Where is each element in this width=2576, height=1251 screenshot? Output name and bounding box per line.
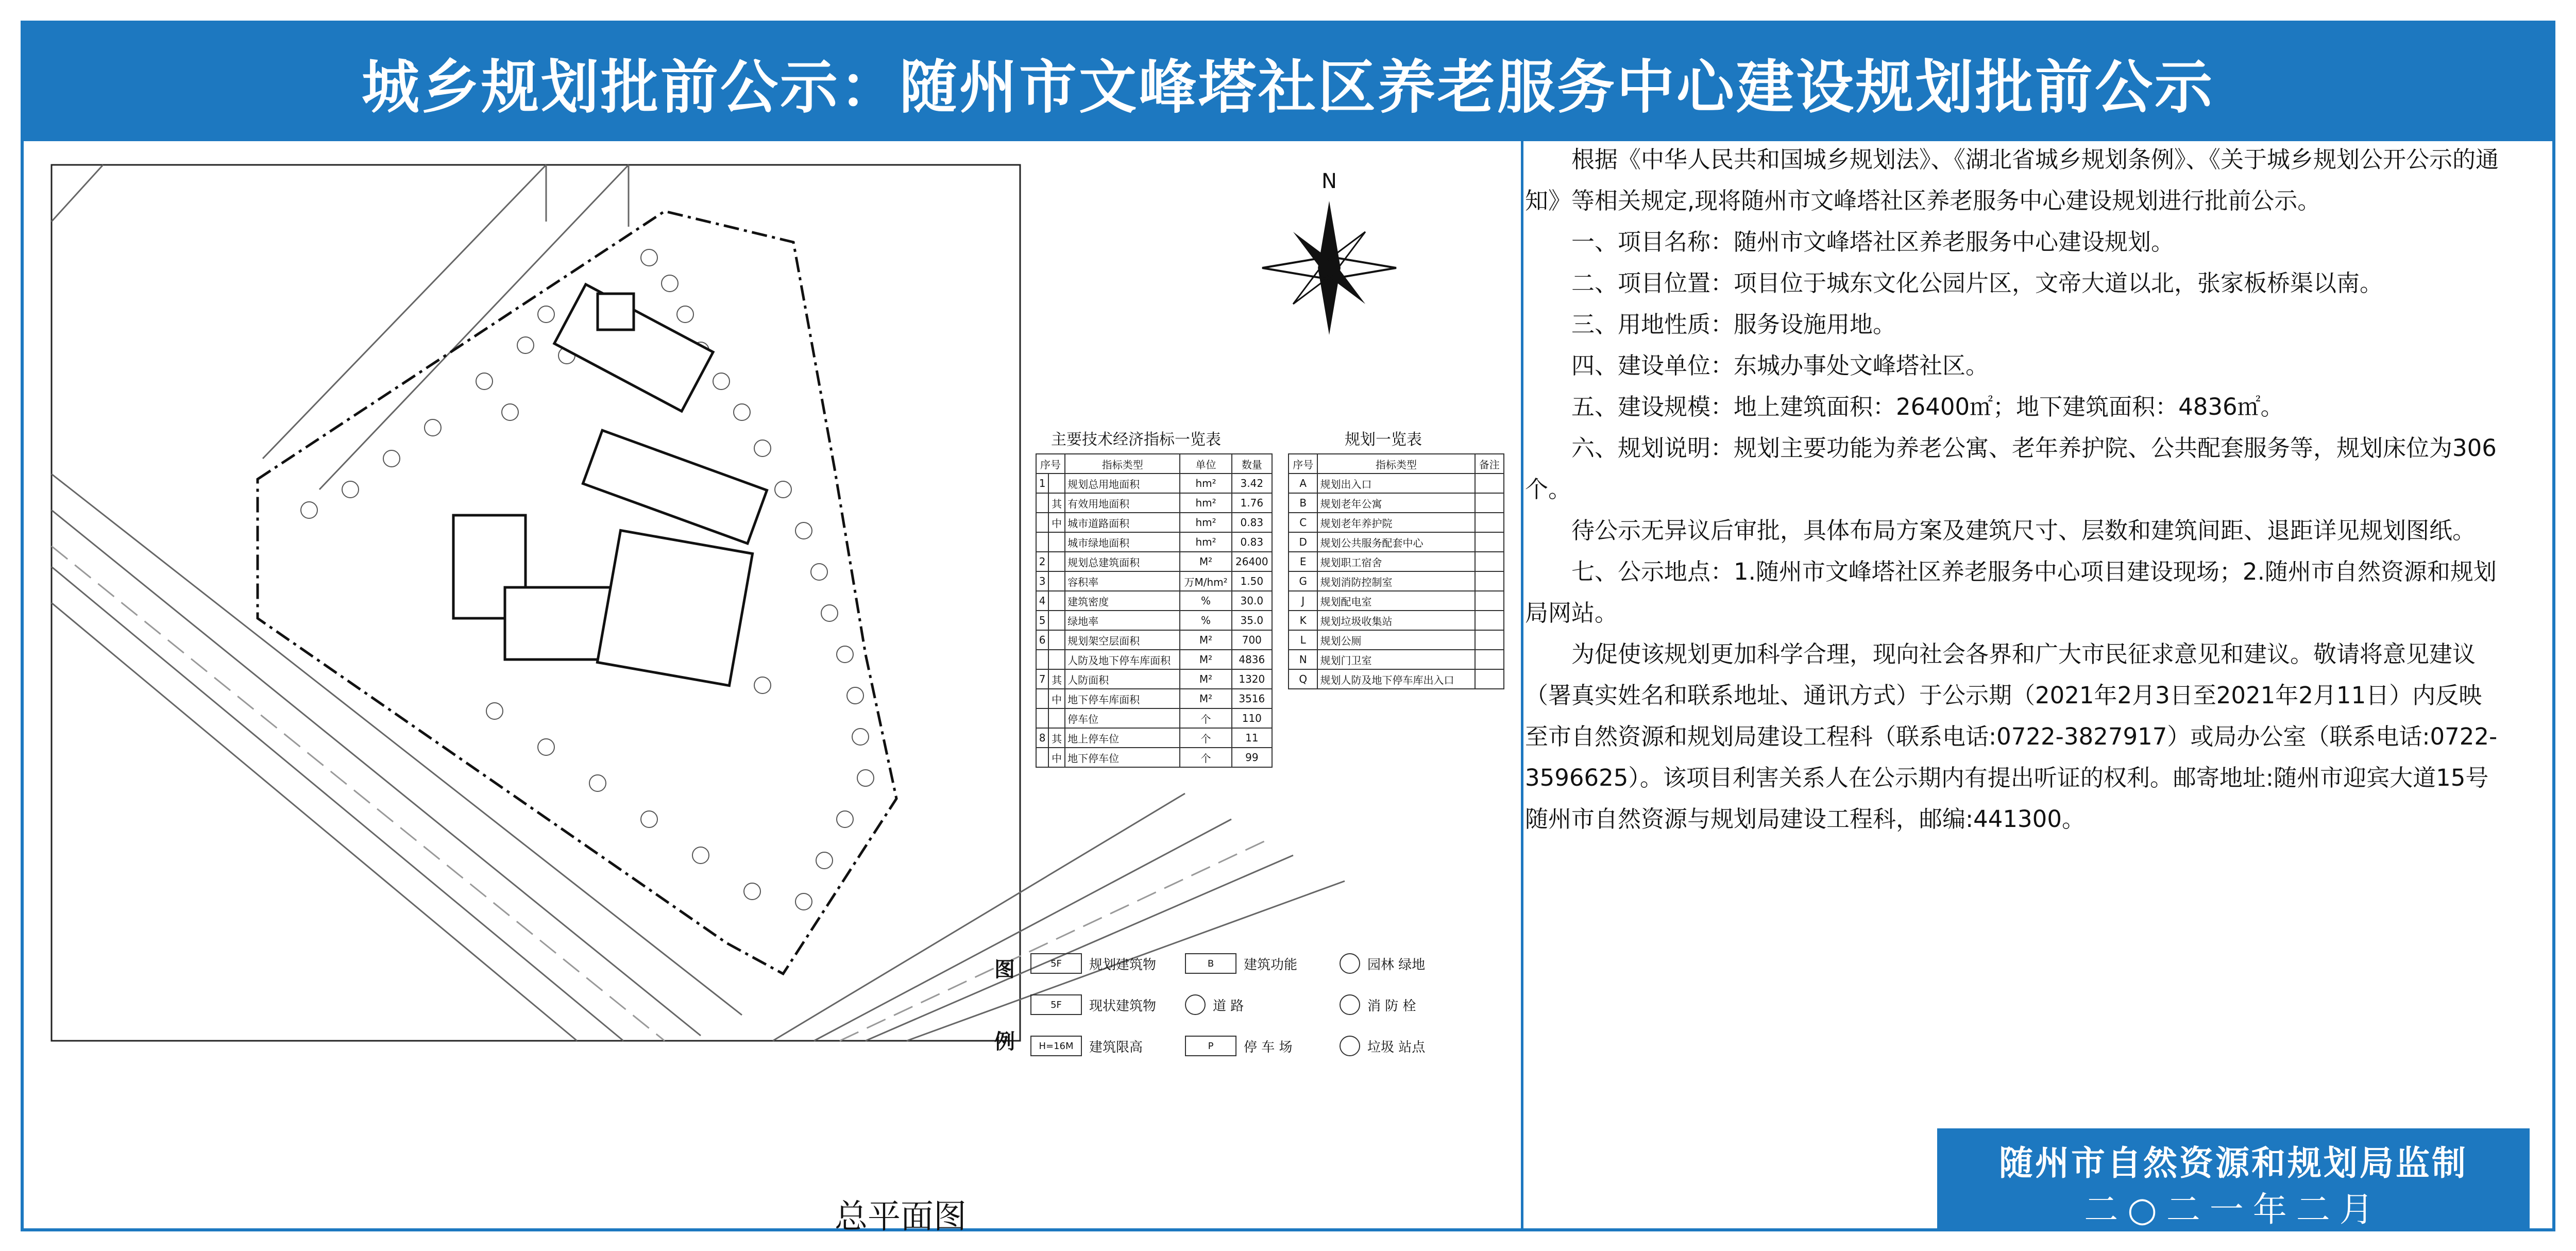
row-note [1475, 650, 1504, 669]
column-divider [1521, 141, 1523, 1231]
table-header-cell: 数量 [1232, 454, 1272, 474]
row-sub [1048, 474, 1065, 493]
footer-date: 二○二一年二月 [2084, 1190, 2383, 1229]
row-note [1475, 552, 1504, 571]
legend-symbol [1340, 1036, 1360, 1056]
building-e [597, 530, 752, 685]
table-row [1036, 611, 1272, 630]
row-unit: M² [1180, 689, 1231, 708]
legend-symbol: B [1185, 953, 1236, 974]
plan-caption: 总平面图 [835, 1198, 967, 1236]
row-sub: 其 [1048, 728, 1065, 748]
legend-item [1185, 953, 1297, 974]
row-number: 4 [1036, 591, 1048, 611]
table-row [1036, 630, 1272, 650]
row-name: 人防面积 [1065, 669, 1180, 689]
row-number: 8 [1036, 728, 1048, 748]
legend-item [1340, 953, 1425, 974]
row-name: 地下停车库面积 [1065, 689, 1180, 708]
row-unit: % [1180, 591, 1231, 611]
table-row [1036, 591, 1272, 611]
table-row [1036, 493, 1272, 513]
row-unit: hm² [1180, 493, 1231, 513]
table-row [1289, 611, 1504, 630]
table-row [1036, 728, 1272, 748]
row-number [1036, 493, 1048, 513]
row-unit: 个 [1180, 708, 1231, 728]
table-header-cell: 指标类型 [1317, 454, 1475, 474]
row-code: N [1289, 650, 1317, 669]
row-name: 规划垃圾收集站 [1317, 611, 1475, 630]
row-sub: 中 [1048, 513, 1065, 532]
legend-side-top: 图 [994, 958, 1015, 982]
row-note [1475, 493, 1504, 513]
legend-label: 停 车 场 [1244, 1039, 1293, 1055]
table-row [1036, 689, 1272, 708]
row-name: 有效用地面积 [1065, 493, 1180, 513]
row-name: 规划人防及地下停车库出入口 [1317, 669, 1475, 689]
row-note [1475, 591, 1504, 611]
row-value: 110 [1232, 708, 1272, 728]
legend-symbol: 5F [1030, 994, 1082, 1015]
indicator-table-title: 主要技术经济指标一览表 [1051, 431, 1221, 449]
row-value: 3516 [1232, 689, 1272, 708]
row-code: E [1289, 552, 1317, 571]
row-unit: hm² [1180, 532, 1231, 552]
table-row [1289, 532, 1504, 552]
row-note [1475, 571, 1504, 591]
row-value: 1.50 [1232, 571, 1272, 591]
row-number [1036, 513, 1048, 532]
notice-paragraph: 七、公示地点：1.随州市文峰塔社区养老服务中心项目建设现场；2.随州市自然资源和规划局网站。 [1525, 558, 2497, 627]
table-row [1036, 748, 1272, 767]
north-road [52, 165, 629, 489]
notice-paragraph: 根据《中华人民共和国城乡规划法》、《湖北省城乡规划条例》、《关于城乡规划公开公示的通知》等相关规定,现将随州市文峰塔社区养老服务中心建设规划进行批前公示。 [1525, 146, 2499, 214]
notice-paragraph: 为促使该规划更加科学合理，现向社会各界和广大市民征求意见和建议。敬请将意见建议（署真实姓名和联系地址、通讯方式）于公示期（2021年2月3日至2021年2月11日）内反映至市自然资源和规划局建设工程科（联系电话:0722-3827917）或局办公室（联系电话:0722-3596625）。该项目利害关系人在公示期内有提出听证的权利。邮寄地址:随州市迎宾大道15号随州市自然资源与规划局建设工程科，邮编:441300。 [1525, 640, 2498, 833]
row-sub [1048, 708, 1065, 728]
row-number [1036, 532, 1048, 552]
row-name: 城市道路面积 [1065, 513, 1180, 532]
buildings [453, 284, 767, 686]
row-code: G [1289, 571, 1317, 591]
notice-paragraph: 五、建设规模：地上建筑面积：26400㎡；地下建筑面积：4836㎡。 [1571, 393, 2284, 420]
row-value: 700 [1232, 630, 1272, 650]
notice-paragraph: 待公示无异议后审批，具体布局方案及建筑尺寸、层数和建筑间距、退距详见规划图纸。 [1571, 517, 2476, 544]
legend-symbol: 5F [1030, 953, 1082, 974]
row-name: 规划职工宿舍 [1317, 552, 1475, 571]
legend-symbol [1185, 994, 1206, 1015]
row-name: 规划总用地面积 [1065, 474, 1180, 493]
row-number: 2 [1036, 552, 1048, 571]
legend-item [1185, 994, 1244, 1015]
row-code: Q [1289, 669, 1317, 689]
row-number: 3 [1036, 571, 1048, 591]
notice-paragraph: 一、项目名称：随州市文峰塔社区养老服务中心建设规划。 [1571, 228, 2175, 256]
table-header-row [1036, 454, 1272, 474]
legend-label: 建筑功能 [1244, 957, 1298, 973]
row-note [1475, 630, 1504, 650]
legend-label: 建筑限高 [1089, 1039, 1143, 1055]
row-unit: hm² [1180, 513, 1231, 532]
table-row [1289, 630, 1504, 650]
table-row [1289, 513, 1504, 532]
table-row [1036, 708, 1272, 728]
table-row [1036, 513, 1272, 532]
row-unit: hm² [1180, 474, 1231, 493]
footer [1937, 1128, 2530, 1231]
building-f [583, 430, 767, 544]
row-sub: 其 [1048, 493, 1065, 513]
plan-table [1288, 453, 1504, 689]
row-unit: % [1180, 611, 1231, 630]
row-value: 99 [1232, 748, 1272, 767]
page-title: 城乡规划批前公示：随州市文峰塔社区养老服务中心建设规划批前公示 [24, 24, 2552, 141]
notice-paragraph: 四、建设单位：东城办事处文峰塔社区。 [1571, 352, 1989, 379]
row-code: L [1289, 630, 1317, 650]
table-row [1289, 650, 1504, 669]
row-value: 4836 [1232, 650, 1272, 669]
table-row [1036, 669, 1272, 689]
table-row [1289, 669, 1504, 689]
row-number [1036, 689, 1048, 708]
row-name: 规划架空层面积 [1065, 630, 1180, 650]
row-unit: 个 [1180, 728, 1231, 748]
row-name: 规划老年公寓 [1317, 493, 1475, 513]
row-unit: M² [1180, 650, 1231, 669]
table-row [1036, 552, 1272, 571]
table-header-cell: 序号 [1036, 454, 1065, 474]
row-sub [1048, 650, 1065, 669]
legend-label: 垃圾 站点 [1367, 1039, 1426, 1055]
row-name: 规划老年养护院 [1317, 513, 1475, 532]
row-code: D [1289, 532, 1317, 552]
table-header-cell: 单位 [1180, 454, 1231, 474]
notice-paragraph: 三、用地性质：服务设施用地。 [1571, 311, 1896, 338]
row-name: 地下停车位 [1065, 748, 1180, 767]
table-header-cell: 备注 [1475, 454, 1504, 474]
north-label: N [1321, 170, 1337, 193]
north-arrow [1262, 201, 1396, 335]
row-note [1475, 669, 1504, 689]
row-name: 建筑密度 [1065, 591, 1180, 611]
notice-paragraph: 六、规划说明：规划主要功能为养老公寓、老年养护院、公共配套服务等，规划床位为306个。 [1525, 434, 2497, 503]
row-code: J [1289, 591, 1317, 611]
row-sub [1048, 611, 1065, 630]
row-code: A [1289, 474, 1317, 493]
table-header-row [1289, 454, 1504, 474]
legend-symbol: H=16M [1030, 1036, 1082, 1056]
legend-item [1030, 994, 1156, 1015]
legend-item [1185, 1036, 1293, 1056]
table-row [1289, 591, 1504, 611]
row-sub: 其 [1048, 669, 1065, 689]
legend-symbol [1340, 953, 1360, 974]
row-unit: M² [1180, 630, 1231, 650]
table-header-cell: 序号 [1289, 454, 1317, 474]
row-value: 0.83 [1232, 513, 1272, 532]
legend-label: 消 防 栓 [1367, 998, 1416, 1014]
table-header-cell: 指标类型 [1065, 454, 1180, 474]
legend-item [1340, 1036, 1425, 1056]
table-row [1036, 650, 1272, 669]
row-number [1036, 748, 1048, 767]
table-row [1036, 532, 1272, 552]
row-value: 35.0 [1232, 611, 1272, 630]
legend-symbol: P [1185, 1036, 1236, 1056]
row-code: K [1289, 611, 1317, 630]
row-name: 停车位 [1065, 708, 1180, 728]
row-value: 26400 [1232, 552, 1272, 571]
table-row [1289, 474, 1504, 493]
legend-label: 道 路 [1213, 998, 1244, 1014]
row-value: 1.76 [1232, 493, 1272, 513]
row-number: 5 [1036, 611, 1048, 630]
legend-item [1030, 953, 1156, 974]
legend-side-bottom: 例 [994, 1030, 1015, 1054]
table-row [1036, 571, 1272, 591]
row-value: 11 [1232, 728, 1272, 748]
row-name: 人防及地下停车库面积 [1065, 650, 1180, 669]
row-sub: 中 [1048, 689, 1065, 708]
row-unit: 万M/hm² [1180, 571, 1231, 591]
row-code: B [1289, 493, 1317, 513]
notice-text [1525, 139, 2504, 840]
row-note [1475, 611, 1504, 630]
table-row [1289, 571, 1504, 591]
legend-label: 园林 绿地 [1367, 957, 1426, 973]
row-sub [1048, 571, 1065, 591]
footer-org: 随州市自然资源和规划局监制 [1999, 1143, 2468, 1183]
row-unit: M² [1180, 552, 1231, 571]
row-name: 地上停车位 [1065, 728, 1180, 748]
gate-house [598, 294, 634, 330]
legend-label: 现状建筑物 [1089, 998, 1157, 1014]
row-sub [1048, 532, 1065, 552]
row-note [1475, 532, 1504, 552]
row-name: 规划门卫室 [1317, 650, 1475, 669]
table-row [1289, 493, 1504, 513]
row-value: 30.0 [1232, 591, 1272, 611]
row-number: 1 [1036, 474, 1048, 493]
row-name: 城市绿地面积 [1065, 532, 1180, 552]
row-sub [1048, 591, 1065, 611]
legend-symbol [1340, 994, 1360, 1015]
notice-paragraph: 二、项目位置：项目位于城东文化公园片区，文帝大道以北，张家板桥渠以南。 [1571, 269, 2383, 297]
plan-table-title: 规划一览表 [1345, 431, 1422, 449]
legend-item [1030, 1036, 1143, 1056]
legend [994, 948, 1484, 1072]
row-name: 规划公厕 [1317, 630, 1475, 650]
row-note [1475, 513, 1504, 532]
row-value: 3.42 [1232, 474, 1272, 493]
indicator-table [1036, 453, 1273, 768]
row-name: 规划公共服务配套中心 [1317, 532, 1475, 552]
row-sub [1048, 552, 1065, 571]
table-row [1289, 552, 1504, 571]
row-number: 7 [1036, 669, 1048, 689]
row-name: 容积率 [1065, 571, 1180, 591]
row-sub: 中 [1048, 748, 1065, 767]
row-unit: 个 [1180, 748, 1231, 767]
row-value: 1320 [1232, 669, 1272, 689]
row-sub [1048, 630, 1065, 650]
table-row [1036, 474, 1272, 493]
row-name: 规划配电室 [1317, 591, 1475, 611]
row-number [1036, 650, 1048, 669]
legend-item [1340, 994, 1416, 1015]
row-name: 规划消防控制室 [1317, 571, 1475, 591]
row-number: 6 [1036, 630, 1048, 650]
row-number [1036, 708, 1048, 728]
row-name: 规划出入口 [1317, 474, 1475, 493]
legend-label: 规划建筑物 [1089, 957, 1157, 973]
row-name: 绿地率 [1065, 611, 1180, 630]
row-note [1475, 474, 1504, 493]
row-code: C [1289, 513, 1317, 532]
row-name: 规划总建筑面积 [1065, 552, 1180, 571]
row-value: 0.83 [1232, 532, 1272, 552]
row-unit: M² [1180, 669, 1231, 689]
